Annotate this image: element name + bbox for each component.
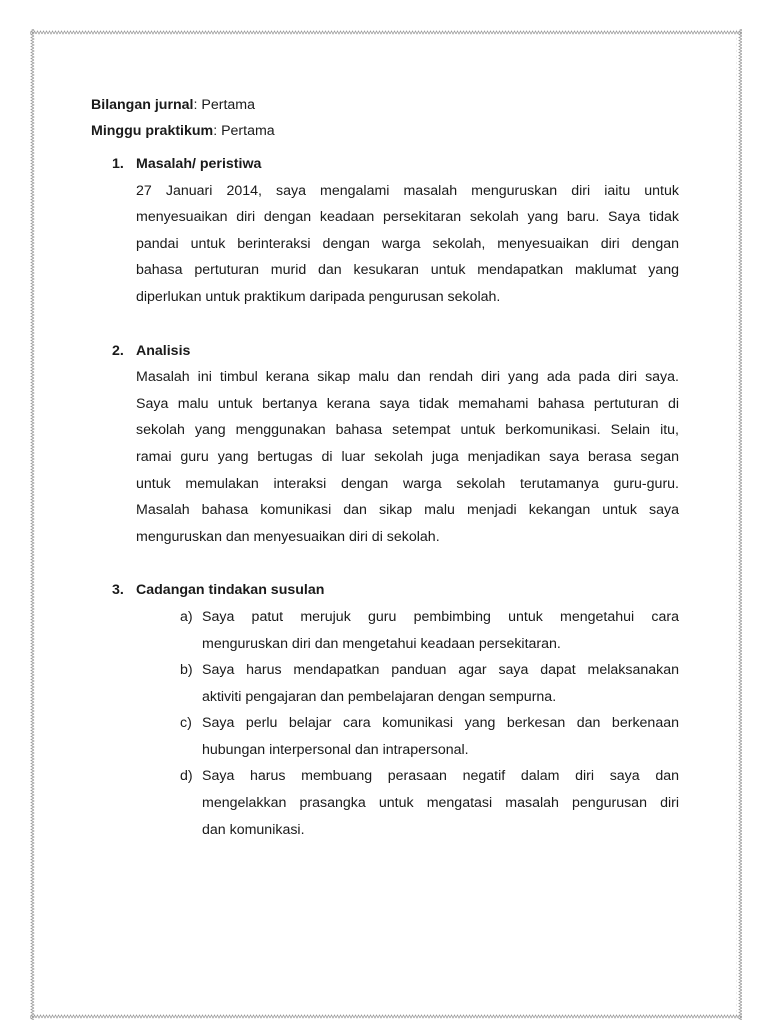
paragraph-line: Saya malu untuk bertanya kerana saya tidak memahami bahasa pertuturan di: [136, 395, 679, 412]
section-masalah: [91, 151, 679, 311]
section-heading: [91, 151, 679, 178]
minggu-praktikum-value: : Pertama: [213, 123, 275, 139]
section-title: Cadangan tindakan susulan: [136, 582, 325, 599]
paragraph-line: sekolah yang menggunakan bahasa setempat untuk berkomunikasi. Selain itu,: [136, 422, 679, 439]
bilangan-jurnal-line: [91, 92, 679, 118]
paragraph-line: pandai untuk berinteraksi dengan warga sekolah, menyesuaikan diri dengan: [136, 235, 679, 252]
list-item-line: mengelakkan prasangka untuk mengatasi masalah pengurusan diri: [202, 795, 679, 812]
border-bottom: [30, 1014, 742, 1020]
section-number: 1.: [112, 156, 124, 172]
border-top: [30, 29, 742, 35]
paragraph-line: untuk memulakan interaksi dengan warga sekolah terutamanya guru-guru.: [136, 475, 679, 492]
list-marker: b): [180, 662, 193, 679]
list-item-line: Saya perlu belajar cara komunikasi yang berkesan dan berkenaan: [202, 715, 679, 732]
list-item-line: menguruskan diri dan mengetahui keadaan persekitaran.: [202, 635, 561, 652]
paragraph-line: diperlukan untuk praktikum daripada pengurusan sekolah.: [136, 288, 501, 305]
paragraph-line: menyesuaikan diri dengan keadaan persekitaran sekolah yang baru. Saya tidak: [136, 209, 679, 226]
paragraph-line: Masalah bahasa komunikasi dan sikap malu menjadi kekangan untuk saya: [136, 502, 679, 519]
list-item-line: Saya harus mendapatkan panduan agar saya dapat melaksanakan: [202, 662, 679, 679]
list-item: [91, 710, 679, 763]
list-item-line: Saya harus membuang perasaan negatif dalam diri saya dan: [202, 768, 679, 785]
list-item-line: Saya patut merujuk guru pembimbing untuk mengetahui cara: [202, 608, 679, 625]
paragraph-line: ramai guru yang bertugas di luar sekolah juga menjadikan saya berasa segan: [136, 448, 679, 465]
section-number: 2.: [112, 342, 124, 359]
minggu-praktikum-label: Minggu praktikum: [91, 123, 214, 139]
list-marker: d): [180, 768, 193, 785]
section-paragraph: [91, 178, 679, 311]
list-item-line: aktiviti pengajaran dan pembelajaran dengan sempurna.: [202, 688, 557, 705]
border-left: [30, 29, 36, 1020]
list-marker: a): [180, 608, 193, 625]
paragraph-line: 27 Januari 2014, saya mengalami masalah menguruskan diri iaitu untuk: [136, 182, 679, 199]
section-number: 3.: [112, 582, 124, 599]
paragraph-line: bahasa pertuturan murid dan kesukaran untuk mendapatkan maklumat yang: [136, 262, 679, 279]
list-item: [91, 657, 679, 710]
bilangan-jurnal-label: Bilangan jurnal: [91, 97, 194, 113]
section-heading: [91, 338, 679, 365]
section-heading: [91, 577, 679, 604]
section-cadangan: [91, 577, 679, 843]
list-item: [91, 763, 679, 843]
section-title: Analisis: [136, 342, 191, 359]
journal-content: [91, 92, 679, 843]
list-item-line: dan komunikasi.: [202, 821, 305, 838]
list-marker: c): [180, 715, 192, 732]
bilangan-jurnal-value: : Pertama: [193, 97, 255, 113]
list-item: [91, 604, 679, 657]
paragraph-line: Masalah ini timbul kerana sikap malu dan rendah diri yang ada pada diri saya.: [136, 369, 679, 386]
section-analisis: [91, 338, 679, 551]
section-title: Masalah/ peristiwa: [136, 156, 262, 172]
list-item-line: hubungan interpersonal dan intrapersonal.: [202, 741, 469, 758]
section-paragraph: [91, 364, 679, 550]
minggu-praktikum-line: [91, 118, 679, 144]
border-right: [736, 29, 742, 1020]
paragraph-line: menguruskan dan menyesuaikan diri di sekolah.: [136, 528, 440, 545]
action-list: [91, 604, 679, 843]
